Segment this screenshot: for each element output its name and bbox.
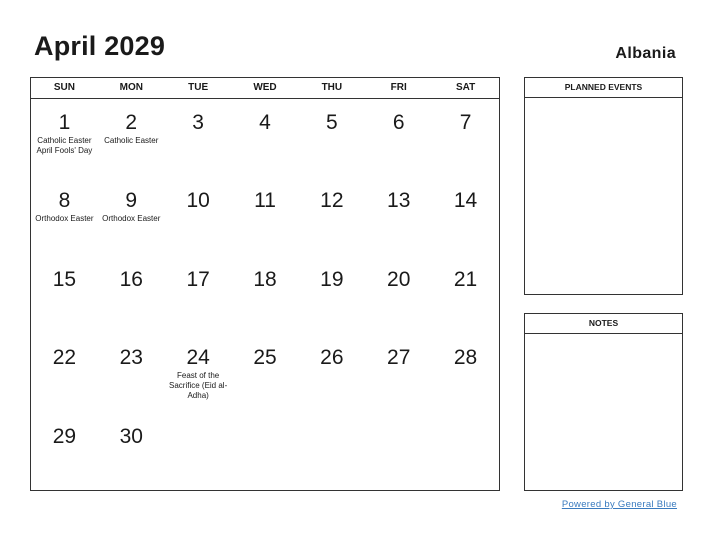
day-number: 7 — [459, 111, 472, 134]
day-number: 11 — [254, 189, 276, 213]
day-cell — [298, 413, 365, 491]
day-cell — [165, 413, 232, 491]
day-number: 21 — [453, 267, 478, 291]
day-cell — [432, 413, 499, 491]
day-cell — [232, 177, 299, 255]
day-events — [165, 371, 232, 401]
day-events — [98, 214, 165, 224]
day-number: 12 — [320, 189, 344, 213]
day-number: 2 — [125, 111, 138, 134]
day-cell — [232, 256, 299, 334]
weekday-thu: THU — [321, 82, 343, 93]
day-cell — [365, 177, 432, 255]
day-cell — [165, 256, 232, 334]
day-number: 20 — [387, 267, 411, 291]
day-number: 15 — [52, 267, 77, 291]
day-number: 23 — [119, 346, 143, 370]
day-cell — [31, 413, 98, 491]
holiday-label: Feast of the Sacrifice (Eid al-Adha) — [169, 371, 228, 401]
page-title: April 2029 — [34, 31, 166, 61]
holiday-label: Orthodox Easter — [102, 214, 161, 224]
weekday-header-row — [31, 78, 499, 99]
notes-box[interactable] — [524, 313, 683, 491]
holiday-label: Catholic Easter — [37, 136, 92, 145]
day-cell — [232, 413, 299, 491]
day-number: 13 — [387, 189, 411, 213]
day-number: 4 — [259, 111, 271, 134]
day-number: 27 — [387, 346, 411, 370]
day-number: 10 — [186, 189, 210, 213]
day-number: 22 — [52, 346, 77, 370]
day-cell — [98, 256, 165, 334]
day-events — [31, 136, 98, 156]
day-cell — [365, 334, 432, 412]
day-number: 1 — [58, 111, 71, 134]
day-number: 14 — [453, 189, 478, 213]
day-cell — [365, 256, 432, 334]
day-cell — [31, 99, 98, 177]
weekday-fri: FRI — [390, 82, 407, 93]
day-number: 29 — [52, 424, 77, 448]
day-cell — [432, 256, 499, 334]
holiday-label: Orthodox Easter — [35, 214, 94, 224]
weekday-wed: WED — [253, 82, 277, 93]
day-cell — [365, 99, 432, 177]
day-number: 18 — [253, 267, 277, 291]
day-cell — [31, 177, 98, 255]
day-cell — [298, 256, 365, 334]
day-cell — [432, 99, 499, 177]
weekday-tue: TUE — [188, 82, 209, 93]
calendar-grid — [30, 77, 500, 491]
country-label: Albania — [615, 45, 676, 62]
day-cell — [98, 99, 165, 177]
day-cell — [165, 334, 232, 412]
day-number: 6 — [392, 111, 405, 134]
notes-heading: NOTES — [525, 314, 682, 334]
weekday-sat: SAT — [455, 82, 476, 93]
day-number: 5 — [326, 111, 338, 134]
day-cell — [165, 99, 232, 177]
planned-events-box[interactable] — [524, 77, 683, 295]
day-cell — [31, 256, 98, 334]
day-cell — [365, 413, 432, 491]
day-cell — [98, 413, 165, 491]
day-cell — [298, 99, 365, 177]
day-cell — [98, 334, 165, 412]
day-cell — [298, 334, 365, 412]
day-cell — [432, 334, 499, 412]
day-cell — [98, 177, 165, 255]
day-number: 9 — [125, 189, 138, 213]
day-cell — [165, 177, 232, 255]
weekday-mon: MON — [119, 82, 143, 93]
day-number: 17 — [186, 267, 210, 291]
day-cell — [232, 334, 299, 412]
day-number: 19 — [320, 267, 344, 291]
day-events — [98, 136, 165, 146]
powered-by-link[interactable]: Powered by General Blue — [561, 499, 677, 510]
day-events — [31, 214, 98, 224]
planned-events-heading: PLANNED EVENTS — [525, 78, 682, 98]
day-number: 30 — [119, 424, 143, 448]
holiday-label: Catholic Easter — [104, 136, 159, 145]
day-number: 16 — [119, 267, 143, 291]
day-number: 25 — [253, 346, 277, 370]
day-number: 8 — [58, 189, 71, 213]
day-cell — [31, 334, 98, 412]
day-cell — [432, 177, 499, 255]
day-cell — [232, 99, 299, 177]
holiday-label: April Fools' Day — [36, 146, 93, 155]
day-number: 3 — [192, 111, 204, 134]
day-number: 28 — [453, 346, 478, 370]
weekday-sun: SUN — [53, 82, 75, 93]
day-number: 26 — [320, 346, 344, 370]
day-cells — [31, 99, 499, 491]
day-cell — [298, 177, 365, 255]
day-number: 24 — [186, 346, 210, 370]
